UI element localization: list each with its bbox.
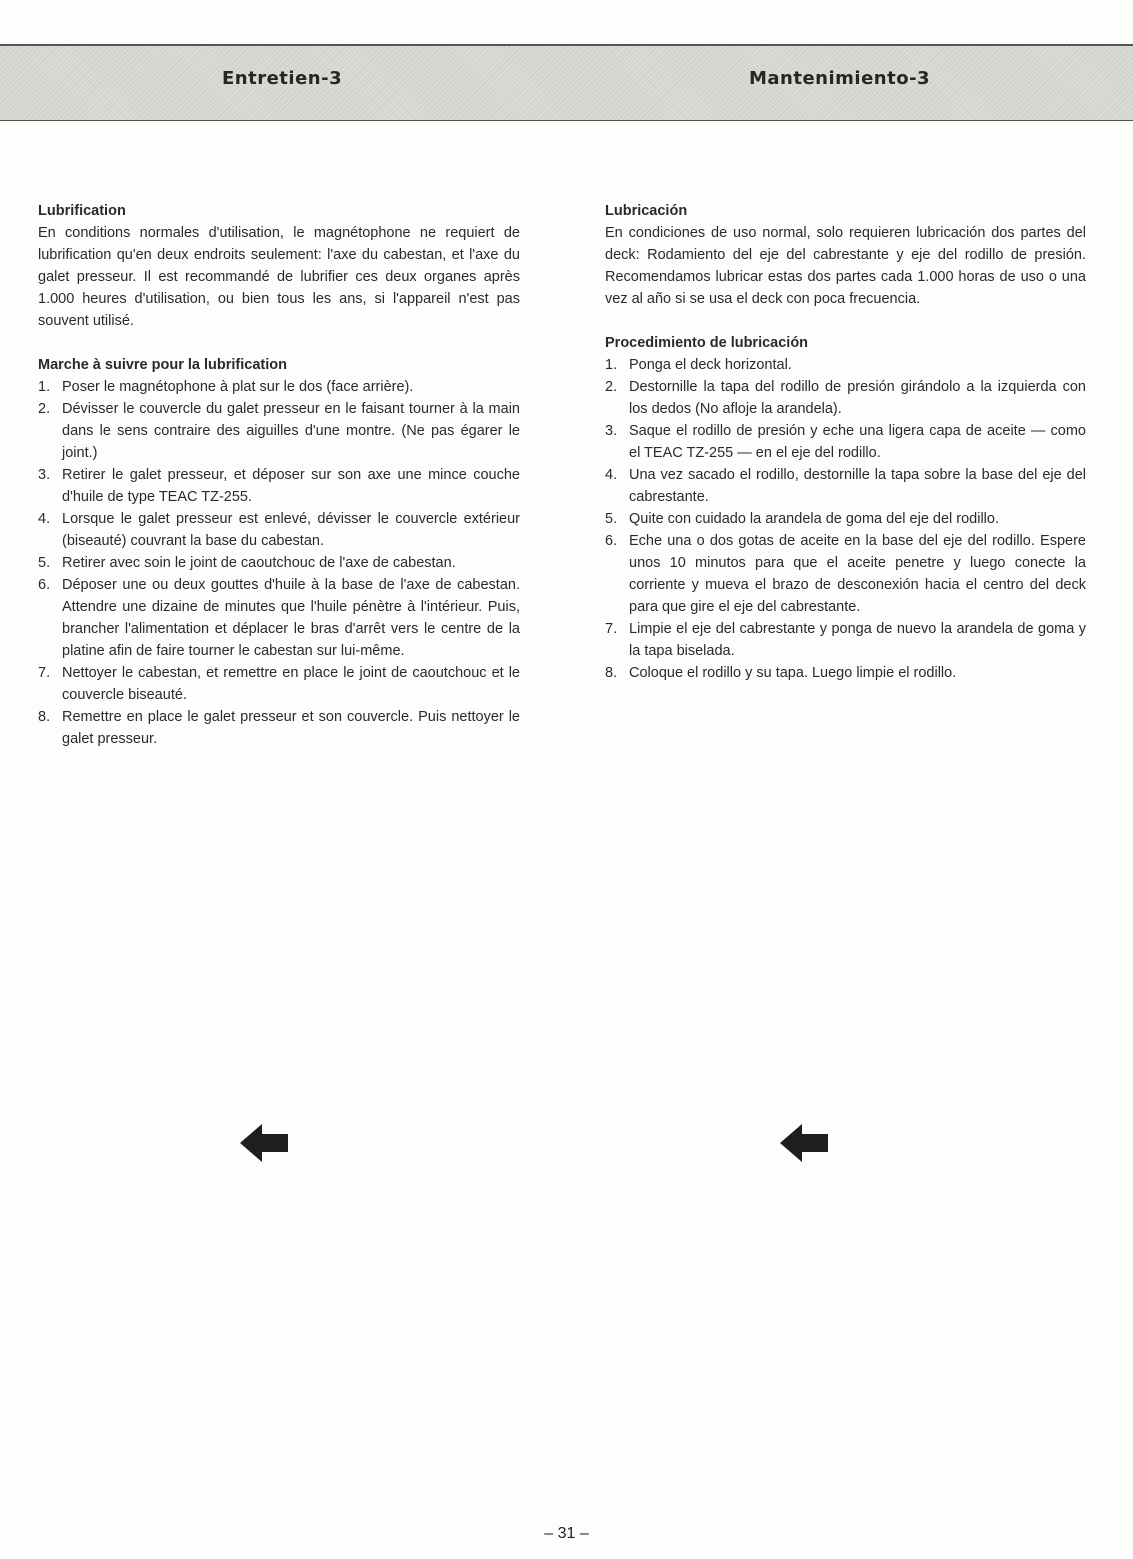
header-title-french: Entretien-3: [222, 68, 343, 89]
list-item: 1. Ponga el deck horizontal.: [605, 357, 792, 373]
list-item: 3. Saque el rodillo de presión y eche una ligera capa de aceite — como el TEAC TZ-255 — en el eje del rodillo.: [605, 423, 1086, 461]
spanish-steps: [605, 354, 1086, 684]
list-item: 8. Coloque el rodillo y su tapa. Luego limpie el rodillo.: [605, 665, 957, 681]
list-item: 4. Una vez sacado el rodillo, destornille la tapa sobre la base del eje del cabrestante.: [605, 467, 1086, 505]
list-item: 8. Remettre en place le galet presseur et son couvercle. Puis nettoyer le galet presseur.: [38, 709, 520, 747]
back-arrow-icon[interactable]: [238, 1122, 290, 1164]
french-intro: En conditions normales d'utilisation, le magnétophone ne requiert de lubrification qu'en deux endroits seulement: l'axe du cabestan, et l'axe du galet presseur. Il est recommandé de lubrifier ces deux organes après 1.000 heures d'utilisation, ou bien tous les ans, si l'appareil n'est pas souvent utilisé.: [38, 225, 520, 329]
list-item: 5. Quite con cuidado la arandela de goma del eje del rodillo.: [605, 511, 999, 527]
header-title-spanish: Mantenimiento-3: [749, 68, 931, 89]
back-arrow-icon[interactable]: [778, 1122, 830, 1164]
page-number: – 31 –: [544, 1525, 589, 1542]
french-steps: [38, 376, 520, 750]
list-item: 1. Poser le magnétophone à plat sur le dos (face arrière).: [38, 379, 414, 395]
header-band: [0, 44, 1133, 121]
list-item: 6. Déposer une ou deux gouttes d'huile à la base de l'axe de cabestan. Attendre une dizaine de minutes que l'huile pénètre à l'intérieur. Puis, brancher l'alimentation et déplacer le bras d'arrêt vers le centre de la platine afin de faire tourner le cabestan sur lui-même.: [38, 577, 520, 659]
french-heading: Lubrification: [38, 203, 126, 219]
list-item: 4. Lorsque le galet presseur est enlevé, dévisser le couvercle extérieur (biseauté) couvrant la base du cabestan.: [38, 511, 520, 549]
spanish-procedure-heading: Procedimiento de lubricación: [605, 335, 809, 351]
list-item: 2. Dévisser le couvercle du galet presseur en le faisant tourner à la main dans le sens contraire des aiguilles d'une montre. (Ne pas égarer le joint.): [38, 401, 520, 461]
list-item: 6. Eche una o dos gotas de aceite en la base del eje del rodillo. Espere unos 10 minutos para que el aceite penetre y luego conecte la corriente y mueva el brazo de desconexión hacia el centro del deck para que gire el eje del cabrestante.: [605, 533, 1086, 615]
list-item: 5. Retirer avec soin le joint de caoutchouc de l'axe de cabestan.: [38, 555, 456, 571]
spanish-column: [605, 200, 1086, 684]
list-item: 2. Destornille la tapa del rodillo de presión girándolo a la izquierda con los dedos (No afloje la arandela).: [605, 379, 1086, 417]
spanish-intro: En condiciones de uso normal, solo requieren lubricación dos partes del deck: Rodamiento del eje del cabrestante y eje del rodillo de presión. Recomendamos lubricar estas dos partes cada 1.000 horas de uso o una vez al año si se usa el deck con poca frecuencia.: [605, 225, 1086, 307]
list-item: 7. Limpie el eje del cabrestante y ponga de nuevo la arandela de goma y la tapa biselada.: [605, 621, 1086, 659]
list-item: 7. Nettoyer le cabestan, et remettre en place le joint de caoutchouc et le couvercle biseauté.: [38, 665, 520, 703]
french-procedure-heading: Marche à suivre pour la lubrification: [38, 357, 287, 373]
french-column: [38, 200, 520, 750]
list-item: 3. Retirer le galet presseur, et déposer sur son axe une mince couche d'huile de type TEAC TZ-255.: [38, 467, 520, 505]
spanish-heading: Lubricación: [605, 203, 688, 219]
